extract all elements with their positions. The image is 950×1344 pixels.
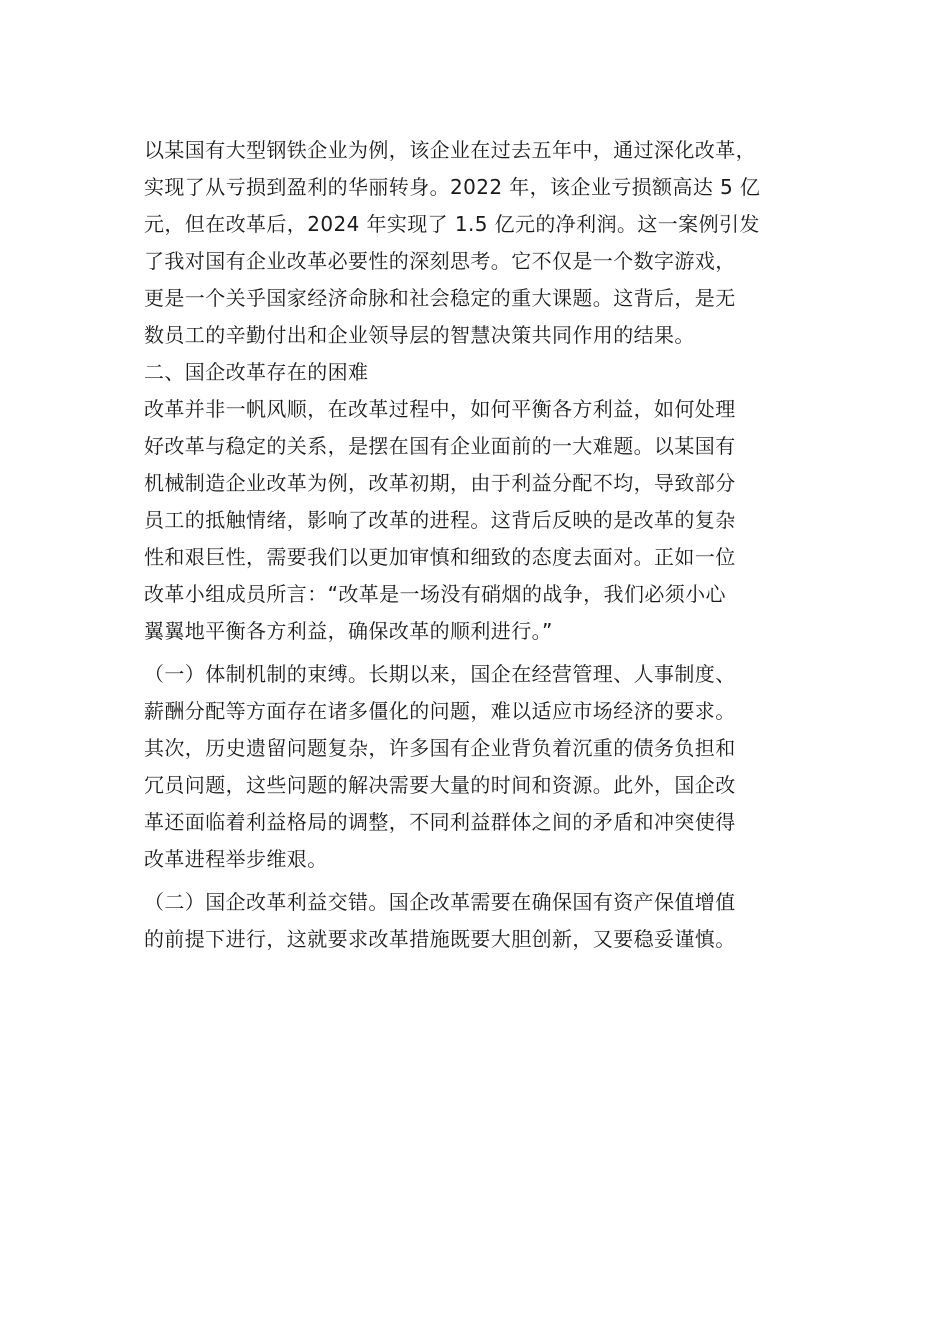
text-line: 了我对国有企业改革必要性的深刻思考。它不仅是一个数字游戏， (144, 249, 736, 273)
text-line: 翼翼地平衡各方利益，确保改革的顺利进行。” (144, 619, 553, 643)
text-line: 员工的抵触情绪，影响了改革的进程。这背后反映的是改革的复杂 (144, 508, 736, 532)
paragraph-difficulties (144, 391, 814, 650)
text-line: 的前提下进行，这就要求改革措施既要大胆创新，又要稳妥谨慎。 (144, 927, 736, 951)
text-line: （一）体制机制的束缚。长期以来，国企在经营管理、人事制度、 (144, 662, 736, 686)
text-line: 薪酬分配等方面存在诸多僵化的问题，难以适应市场经济的要求。 (144, 699, 736, 723)
heading-text: 二、国企改革存在的困难 (144, 360, 369, 384)
paragraph-institutional-constraints (144, 656, 814, 878)
paragraph-case-study (144, 132, 814, 354)
text-line: （二）国企改革利益交错。国企改革需要在确保国有资产保值增值 (144, 890, 736, 914)
text-line: 改革进程举步维艰。 (144, 847, 328, 871)
text-line: 实现了从亏损到盈利的华丽转身。2022 年，该企业亏损额高达 5 亿 (144, 175, 761, 199)
text-line: 改革小组成员所言：“改革是一场没有硝烟的战争，我们必须小心 (144, 582, 726, 606)
text-line: 其次，历史遗留问题复杂，许多国有企业背负着沉重的债务负担和 (144, 736, 736, 760)
text-line: 性和艰巨性，需要我们以更加审慎和细致的态度去面对。正如一位 (144, 545, 736, 569)
text-line: 改革并非一帆风顺，在改革过程中，如何平衡各方利益，如何处理 (144, 397, 736, 421)
text-line: 数员工的辛勤付出和企业领导层的智慧决策共同作用的结果。 (144, 323, 695, 347)
text-line: 冗员问题，这些问题的解决需要大量的时间和资源。此外，国企改 (144, 773, 736, 797)
document-body (144, 132, 814, 958)
section-heading (144, 354, 814, 391)
text-line: 以某国有大型钢铁企业为例，该企业在过去五年中，通过深化改革， (144, 138, 756, 162)
text-line: 好改革与稳定的关系，是摆在国有企业面前的一大难题。以某国有 (144, 434, 736, 458)
text-line: 机械制造企业改革为例，改革初期，由于利益分配不均，导致部分 (144, 471, 736, 495)
text-line: 元，但在改革后，2024 年实现了 1.5 亿元的净利润。这一案例引发 (144, 212, 760, 236)
paragraph-interest-conflicts (144, 884, 814, 958)
text-line: 革还面临着利益格局的调整，不同利益群体之间的矛盾和冲突使得 (144, 810, 736, 834)
text-line: 更是一个关乎国家经济命脉和社会稳定的重大课题。这背后，是无 (144, 286, 736, 310)
